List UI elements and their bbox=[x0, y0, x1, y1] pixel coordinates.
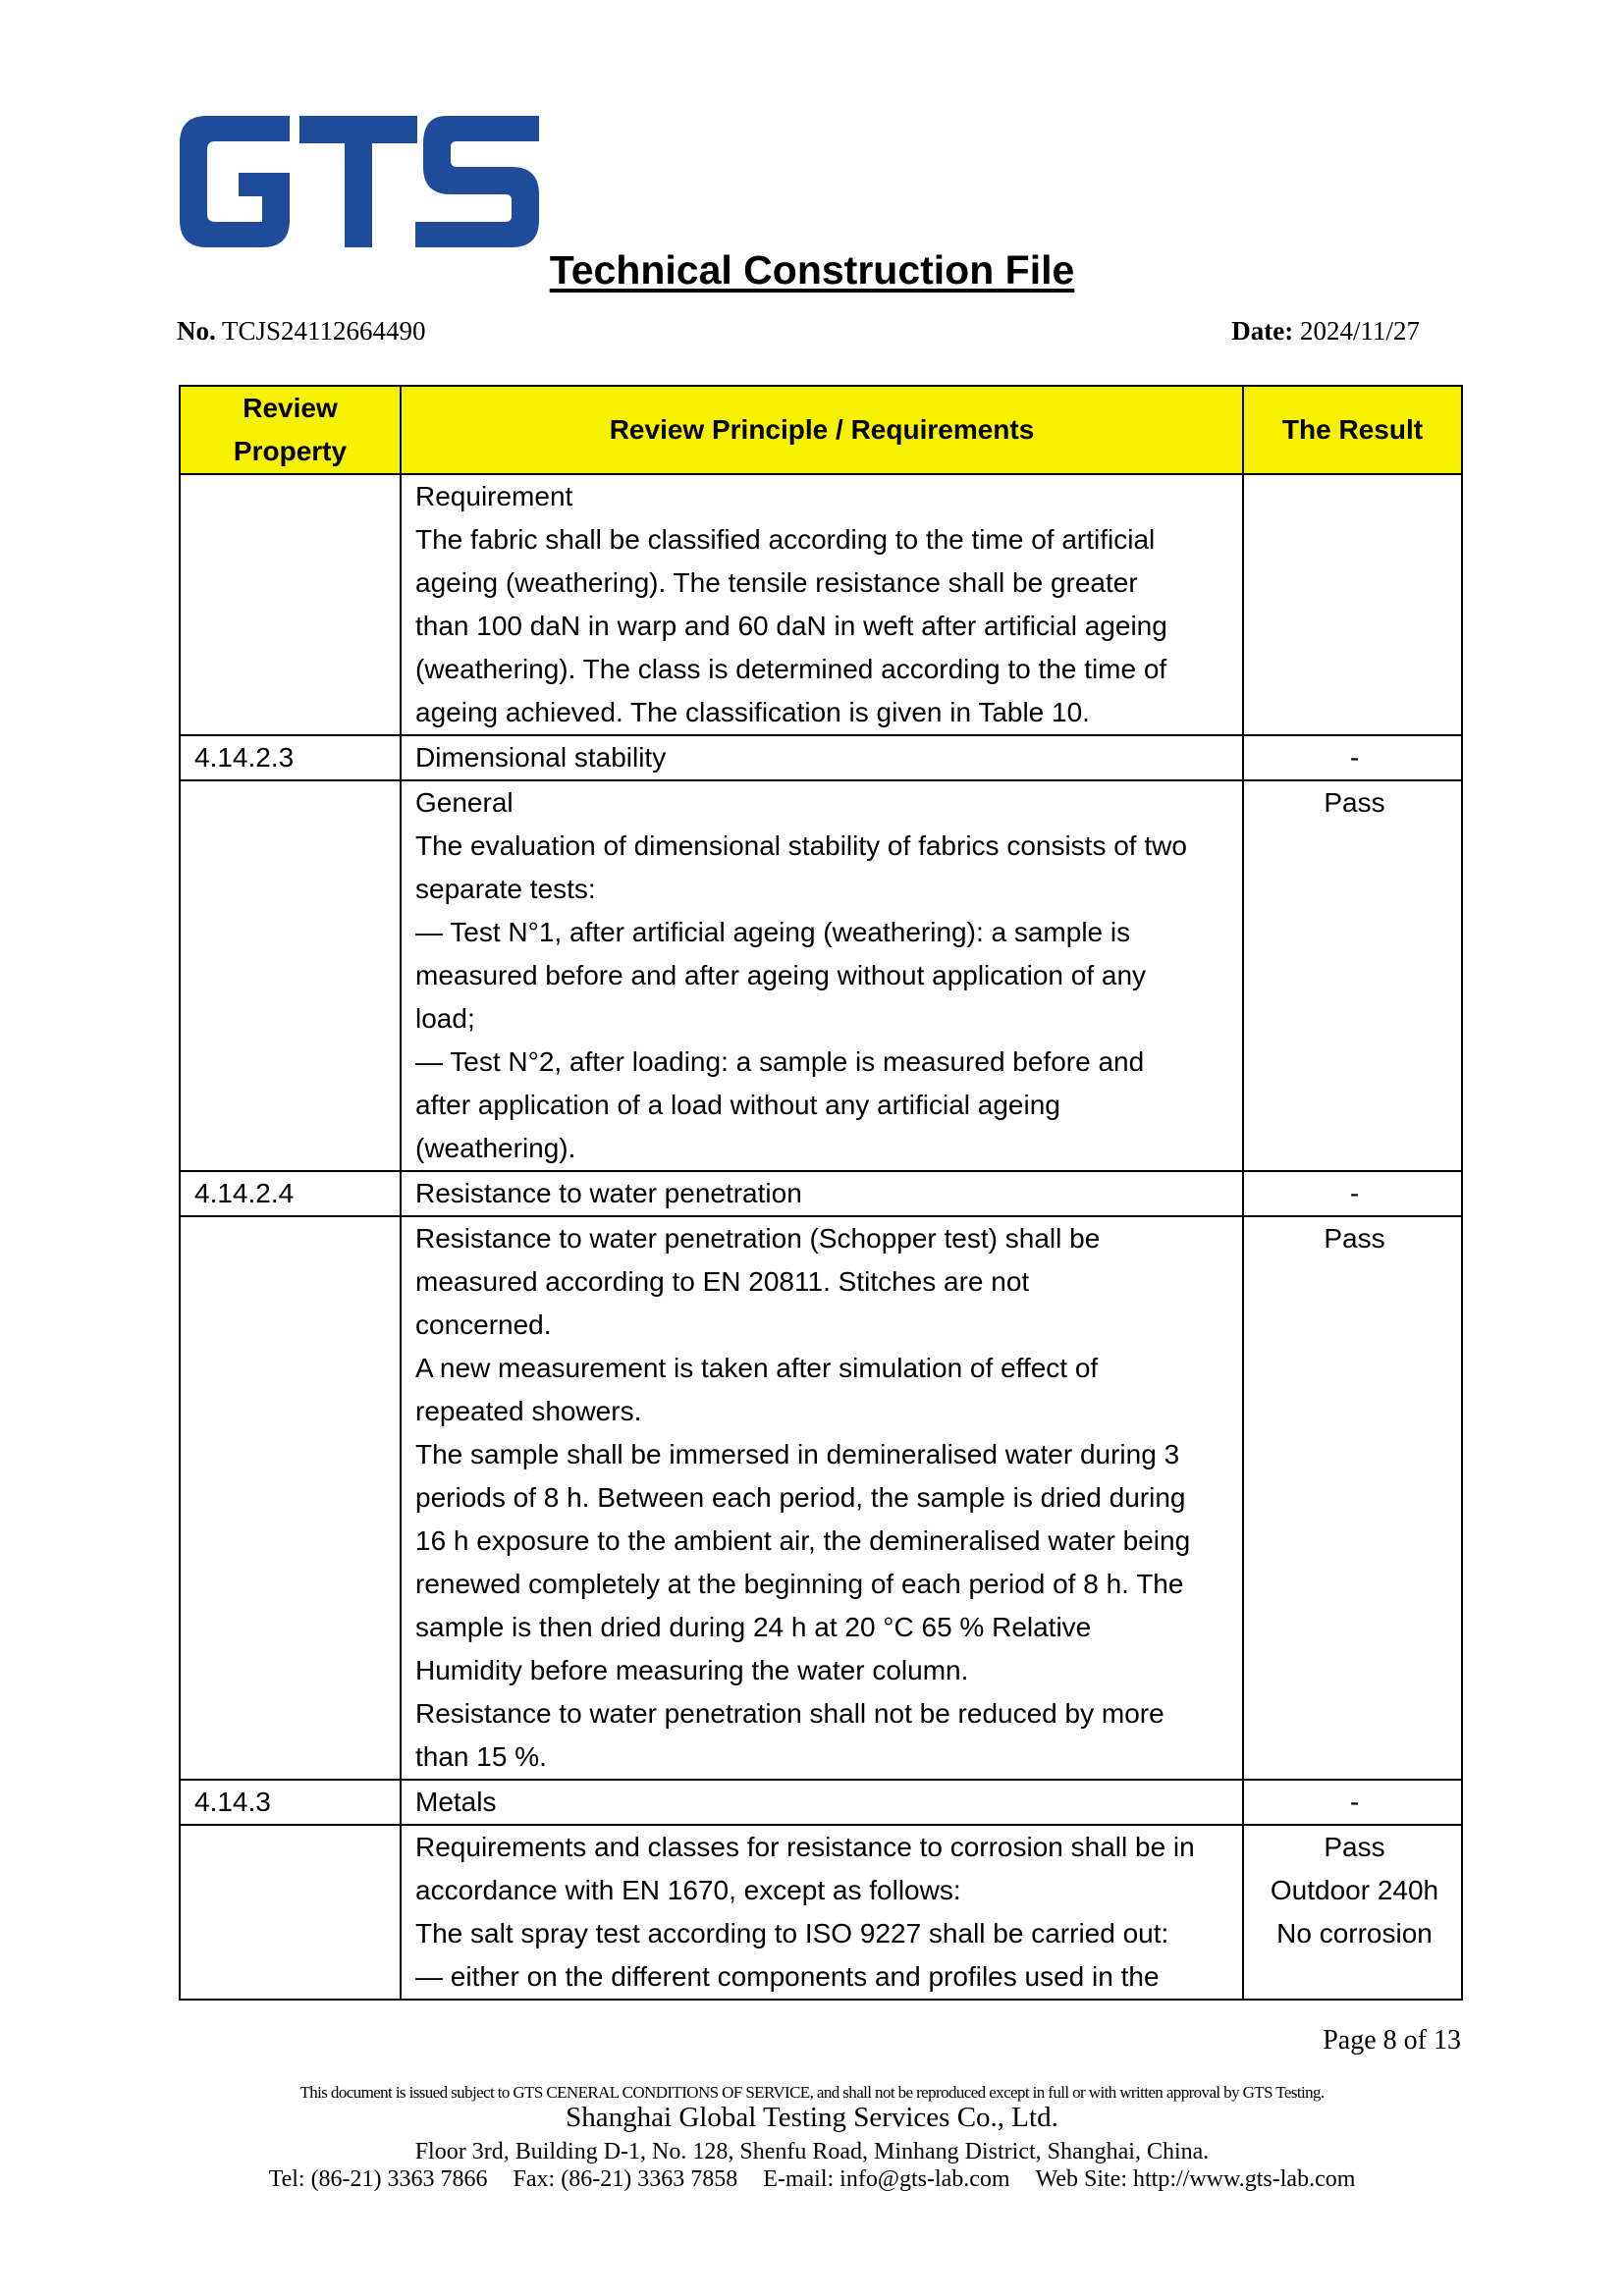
result-line: Pass bbox=[1324, 1223, 1385, 1254]
table-row bbox=[180, 1171, 1462, 1216]
requirement-line: concerned. bbox=[415, 1309, 552, 1340]
requirement-line: load; bbox=[415, 1003, 475, 1034]
result-cell bbox=[1243, 1780, 1462, 1825]
number-value: TCJS24112664490 bbox=[222, 316, 426, 346]
requirement-line: (weathering). The class is determined according to the time of bbox=[415, 654, 1167, 684]
requirement-line: The sample shall be immersed in demineralised water during 3 bbox=[415, 1439, 1180, 1469]
requirement-line: 16 h exposure to the ambient air, the demineralised water being bbox=[415, 1525, 1191, 1556]
result-line: Pass bbox=[1324, 1832, 1385, 1862]
review-property-cell bbox=[180, 780, 401, 1171]
requirement-cell bbox=[401, 1216, 1243, 1780]
review-property-cell bbox=[180, 1825, 401, 2000]
requirement-line: measured before and after ageing without application of any bbox=[415, 960, 1147, 990]
footer-website: Web Site: http://www.gts-lab.com bbox=[1035, 2166, 1356, 2192]
date-label: Date: bbox=[1231, 316, 1294, 346]
header-review-property: Review Property bbox=[180, 386, 401, 474]
result-cell bbox=[1243, 1171, 1462, 1216]
review-property-cell bbox=[180, 474, 401, 735]
footer-contact bbox=[0, 2166, 1624, 2193]
requirement-line: Resistance to water penetration (Schopper test) shall be bbox=[415, 1223, 1101, 1254]
requirement-line: than 100 daN in warp and 60 daN in weft after artificial ageing bbox=[415, 611, 1167, 641]
document-number bbox=[177, 316, 426, 347]
requirement-line: The evaluation of dimensional stability of fabrics consists of two bbox=[415, 830, 1187, 861]
gts-logo bbox=[180, 116, 539, 247]
requirement-line: Requirement bbox=[415, 481, 573, 511]
table-header-row bbox=[180, 386, 1462, 474]
requirement-cell bbox=[401, 1171, 1243, 1216]
requirement-line: Resistance to water penetration bbox=[415, 1178, 802, 1208]
result-cell bbox=[1243, 474, 1462, 735]
requirement-line: measured according to EN 20811. Stitches are not bbox=[415, 1266, 1030, 1297]
requirement-line: (weathering). bbox=[415, 1133, 576, 1163]
header-result: The Result bbox=[1243, 386, 1462, 474]
footer-email: E-mail: info@gts-lab.com bbox=[763, 2166, 1010, 2192]
requirement-line: ageing achieved. The classification is given in Table 10. bbox=[415, 697, 1090, 727]
footer-notice: This document is issued subject to GTS CENERAL CONDITIONS OF SERVICE, and shall not be reproduced except in full or with written approval by GTS Testing. bbox=[299, 2083, 1325, 2102]
review-property-cell: 4.14.2.4 bbox=[180, 1171, 401, 1216]
review-property-cell: 4.14.2.3 bbox=[180, 735, 401, 780]
requirement-line: — Test N°1, after artificial ageing (weathering): a sample is bbox=[415, 917, 1131, 947]
requirement-line: The fabric shall be classified according to the time of artificial bbox=[415, 524, 1156, 555]
requirement-line: — Test N°2, after loading: a sample is measured before and bbox=[415, 1046, 1145, 1077]
footer-address: Floor 3rd, Building D-1, No. 128, Shenfu Road, Minhang District, Shanghai, China. bbox=[414, 2139, 1210, 2164]
requirement-line: Requirements and classes for resistance to corrosion shall be in bbox=[415, 1832, 1195, 1862]
requirement-line: A new measurement is taken after simulation of effect of bbox=[415, 1353, 1099, 1383]
footer-fax: Fax: (86-21) 3363 7858 bbox=[513, 2166, 738, 2192]
requirement-cell bbox=[401, 1825, 1243, 2000]
result-line: Outdoor 240h bbox=[1270, 1875, 1439, 1905]
table-row bbox=[180, 1780, 1462, 1825]
requirement-line: sample is then dried during 24 h at 20 °C 65 % Relative bbox=[415, 1612, 1092, 1642]
requirement-line: ageing (weathering). The tensile resistance shall be greater bbox=[415, 567, 1138, 598]
footer-tel: Tel: (86-21) 3363 7866 bbox=[268, 2166, 488, 2192]
result-cell bbox=[1243, 1216, 1462, 1780]
table-row bbox=[180, 1825, 1462, 2000]
requirement-line: renewed completely at the beginning of each period of 8 h. The bbox=[415, 1569, 1184, 1599]
footer-company: Shanghai Global Testing Services Co., Ltd. bbox=[566, 2102, 1058, 2133]
table-row bbox=[180, 1216, 1462, 1780]
requirement-cell bbox=[401, 474, 1243, 735]
requirement-line: Resistance to water penetration shall not be reduced by more bbox=[415, 1698, 1164, 1729]
result-cell bbox=[1243, 735, 1462, 780]
result-line: Pass bbox=[1324, 787, 1385, 818]
requirement-line: The salt spray test according to ISO 9227 shall be carried out: bbox=[415, 1918, 1169, 1949]
requirement-line: — either on the different components and profiles used in the bbox=[415, 1961, 1160, 1992]
requirement-line: Metals bbox=[415, 1787, 497, 1817]
page-number: Page 8 of 13 bbox=[1323, 2025, 1461, 2056]
result-cell bbox=[1243, 780, 1462, 1171]
result-line: - bbox=[1349, 1178, 1360, 1208]
result-line: - bbox=[1349, 742, 1360, 773]
requirement-line: periods of 8 h. Between each period, the sample is dried during bbox=[415, 1482, 1186, 1513]
document-title: Technical Construction File bbox=[549, 247, 1075, 293]
review-property-cell bbox=[180, 1216, 401, 1780]
table-row bbox=[180, 780, 1462, 1171]
table-row bbox=[180, 474, 1462, 735]
requirement-line: repeated showers. bbox=[415, 1396, 642, 1426]
result-cell bbox=[1243, 1825, 1462, 2000]
table-body bbox=[180, 474, 1462, 2000]
table-row bbox=[180, 735, 1462, 780]
requirement-line: Humidity before measuring the water column. bbox=[415, 1655, 969, 1685]
result-line: No corrosion bbox=[1276, 1918, 1433, 1949]
requirement-line: Dimensional stability bbox=[415, 742, 667, 773]
document-date bbox=[1231, 316, 1420, 347]
review-table bbox=[179, 385, 1463, 2001]
requirement-cell bbox=[401, 1780, 1243, 1825]
requirement-line: than 15 %. bbox=[415, 1741, 547, 1772]
requirement-line: separate tests: bbox=[415, 874, 596, 904]
date-value: 2024/11/27 bbox=[1299, 316, 1420, 346]
document-meta bbox=[177, 316, 1420, 351]
review-property-cell: 4.14.3 bbox=[180, 1780, 401, 1825]
number-label: No. bbox=[177, 316, 216, 346]
requirement-line: after application of a load without any artificial ageing bbox=[415, 1090, 1060, 1120]
requirement-line: accordance with EN 1670, except as follows: bbox=[415, 1875, 961, 1905]
result-line: - bbox=[1349, 1787, 1360, 1817]
requirement-cell bbox=[401, 780, 1243, 1171]
header-review-principle: Review Principle / Requirements bbox=[401, 386, 1243, 474]
requirement-line: General bbox=[415, 787, 514, 818]
requirement-cell bbox=[401, 735, 1243, 780]
